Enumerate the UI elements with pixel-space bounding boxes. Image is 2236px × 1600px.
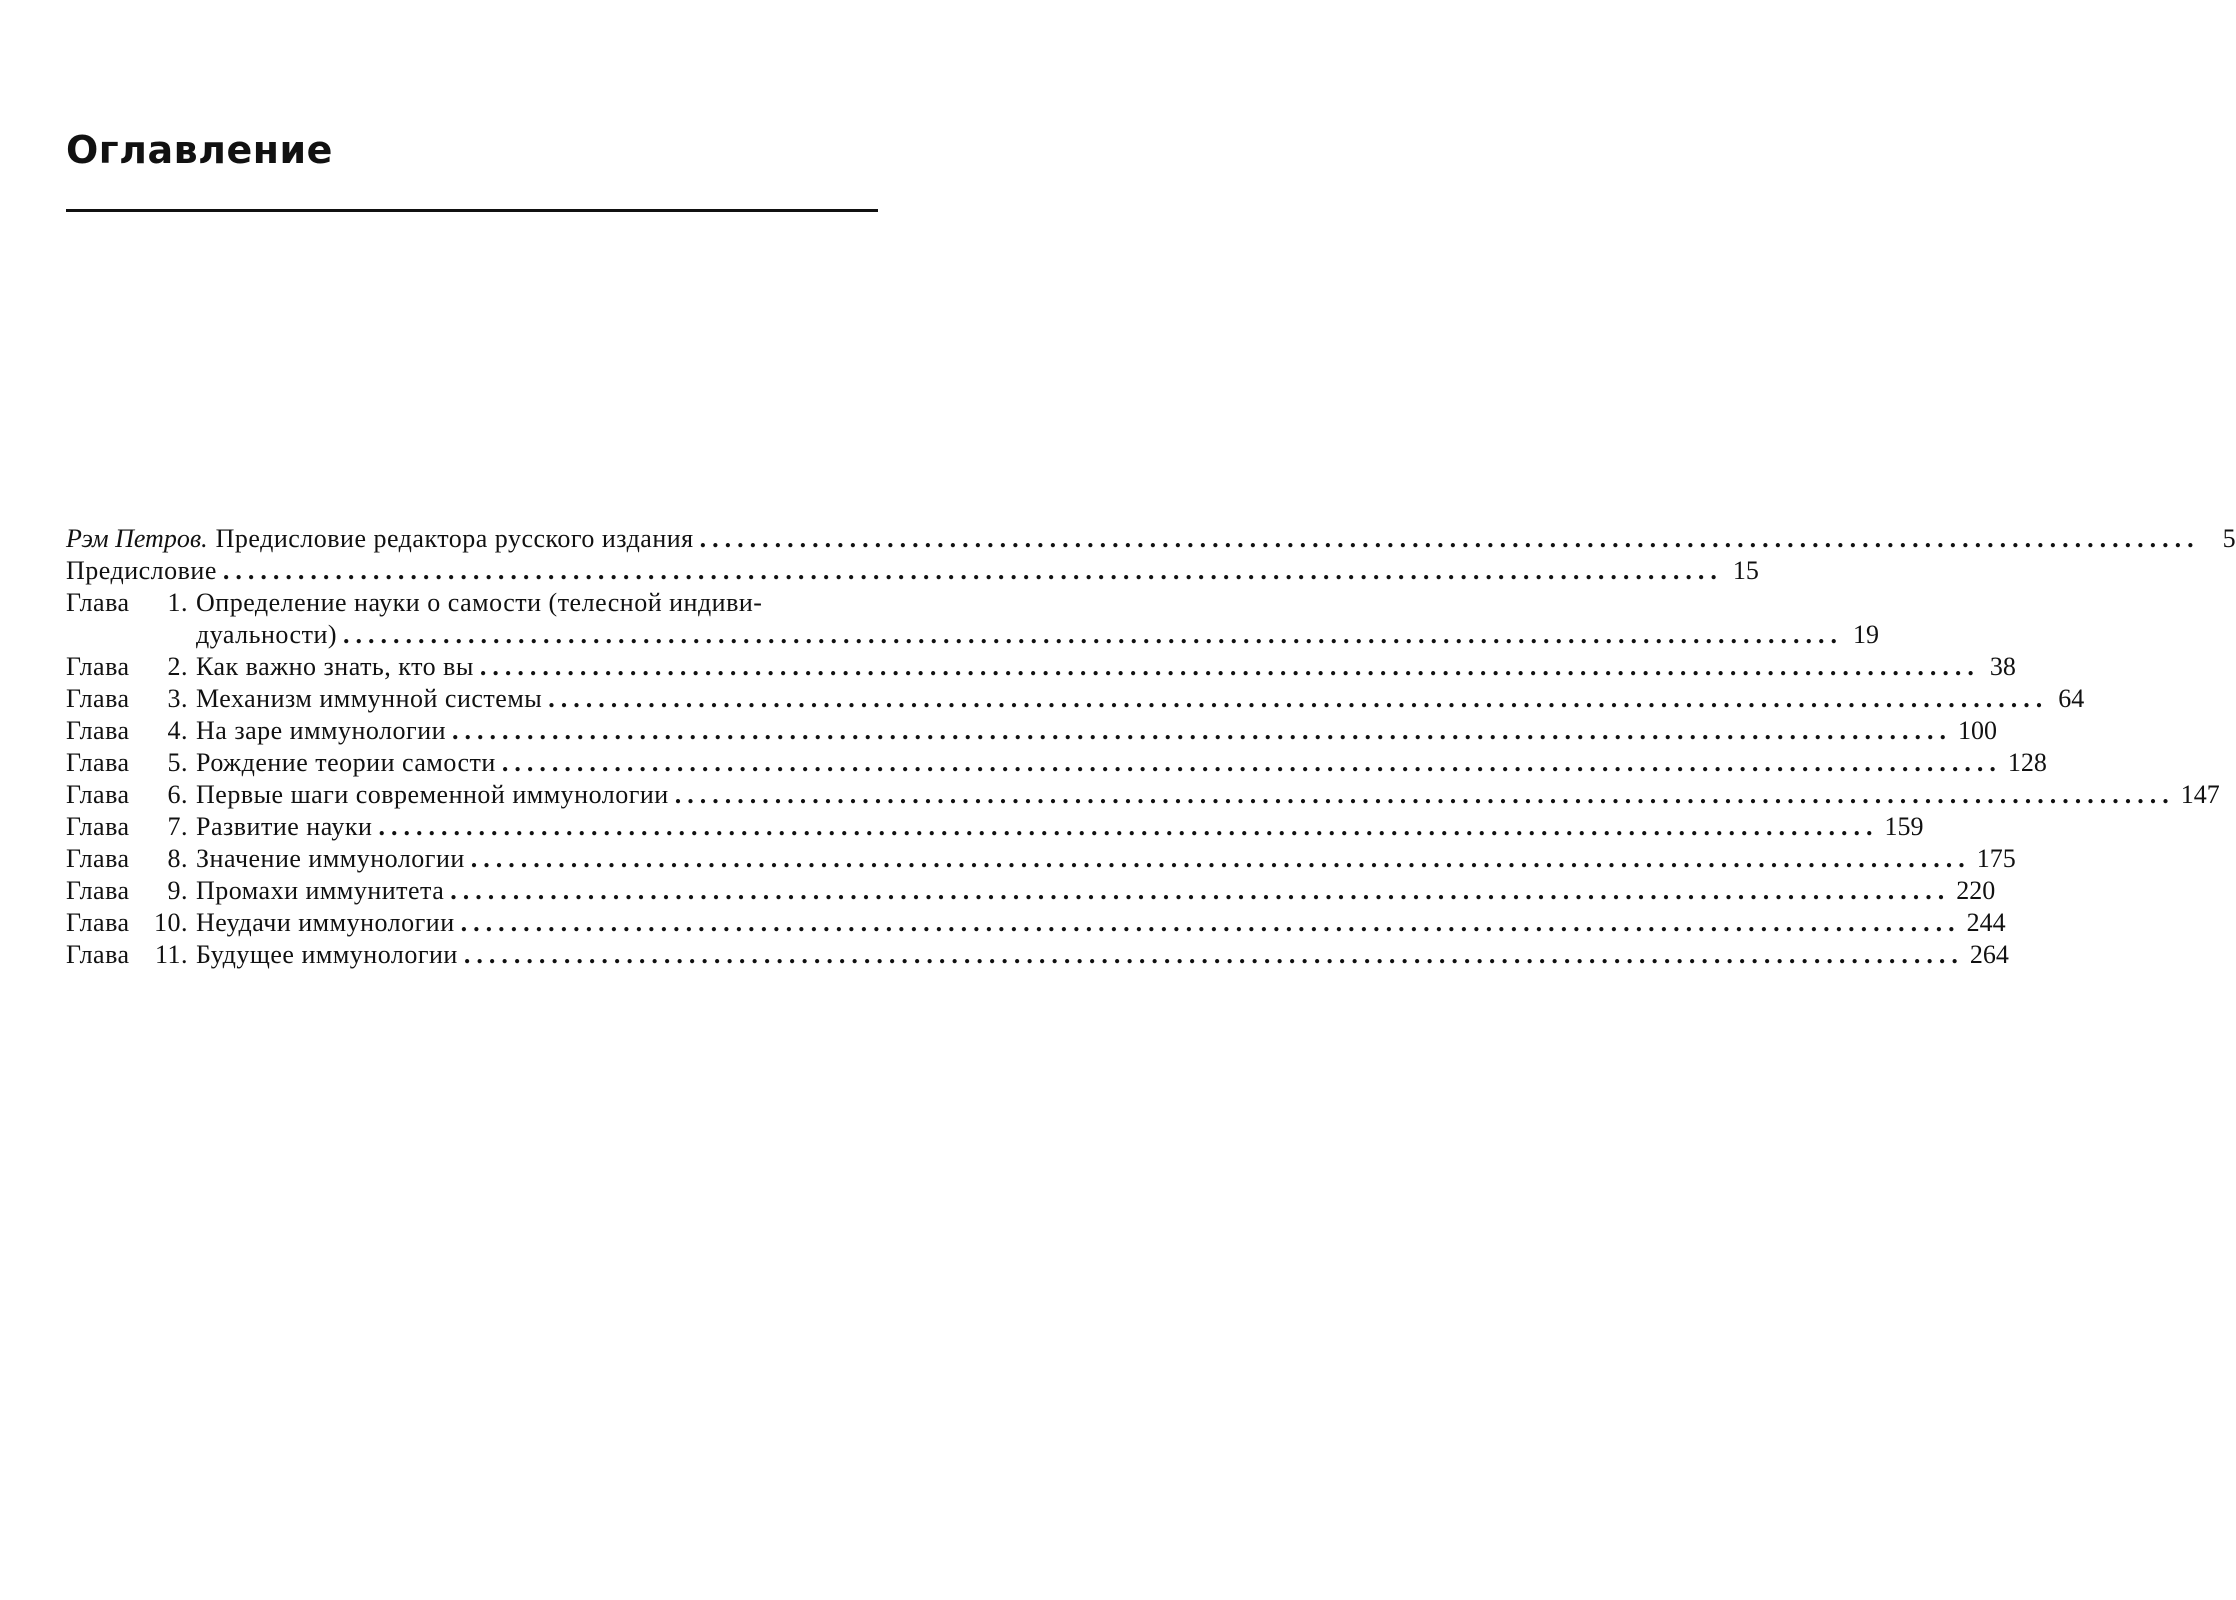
toc-entry-title: Первые шаги современной иммунологии — [196, 780, 669, 809]
chapter-number: 1. — [167, 588, 188, 617]
chapter-number: 8. — [167, 844, 188, 873]
chapter-prefix — [66, 651, 196, 683]
chapter-number: 9. — [167, 876, 188, 905]
chapter-prefix — [66, 587, 196, 619]
dot-leader: ........................................................................................................................ — [470, 844, 1971, 873]
chapter-number: 3. — [167, 684, 188, 713]
chapter-word: Глава — [66, 812, 130, 841]
toc-entry-page: 64 — [2058, 684, 2085, 713]
toc-entry-title: Неудачи иммунологии — [196, 908, 455, 937]
toc-entry-page: 159 — [1884, 812, 1924, 841]
toc-entry-page: 220 — [1956, 876, 1996, 905]
toc-entry-title: Значение иммунологии — [196, 844, 465, 873]
toc-entry-chapter-4 — [66, 715, 1998, 747]
chapter-prefix — [66, 683, 196, 715]
chapter-word: Глава — [66, 844, 130, 873]
chapter-word: Глава — [66, 716, 130, 745]
chapter-prefix — [66, 747, 196, 779]
toc-entry-preface — [66, 555, 1759, 587]
toc-entry-title: Предисловие — [66, 556, 217, 585]
chapter-number: 5. — [167, 748, 188, 777]
toc-entry-title: Определение науки о самости (телесной индиви- — [196, 588, 763, 617]
chapter-prefix — [66, 939, 196, 971]
chapter-word: Глава — [66, 588, 130, 617]
chapter-word: Глава — [66, 684, 130, 713]
dot-leader: ........................................................................................................................ — [501, 748, 2002, 777]
chapter-number: 10. — [154, 908, 188, 937]
chapter-word: Глава — [66, 908, 130, 937]
chapter-prefix — [66, 843, 196, 875]
toc-entry-page: 38 — [1989, 652, 2016, 681]
dot-leader: ........................................................................................................................ — [674, 780, 2175, 809]
toc-entry-chapter-8 — [66, 843, 2016, 875]
toc-entry-page: 19 — [1853, 620, 1880, 649]
chapter-number: 11. — [154, 940, 188, 969]
chapter-number: 2. — [167, 652, 188, 681]
table-of-contents — [66, 523, 2236, 971]
toc-entry-chapter-9 — [66, 875, 1996, 907]
toc-entry-chapter-2 — [66, 651, 2016, 683]
dot-leader: ........................................................................................................................ — [452, 716, 1953, 745]
toc-entry-title: Промахи иммунитета — [196, 876, 445, 905]
chapter-prefix — [66, 875, 196, 907]
chapter-number: 7. — [167, 812, 188, 841]
toc-entry-title: Предисловие редактора русского издания — [215, 524, 694, 553]
toc-entry-editor-foreword — [66, 523, 2236, 555]
toc-entry-chapter-1-continued — [66, 619, 1880, 651]
dot-leader: ........................................................................................................................ — [460, 908, 1961, 937]
chapter-word: Глава — [66, 876, 130, 905]
dot-leader: ........................................................................................................................ — [699, 524, 2200, 553]
toc-entry-page: 5 — [2222, 524, 2236, 553]
toc-entry-title: Как важно знать, кто вы — [196, 652, 474, 681]
toc-entry-page: 15 — [1732, 556, 1759, 585]
dot-leader: ........................................................................................................................ — [479, 652, 1980, 681]
chapter-prefix — [66, 715, 196, 747]
toc-entry-chapter-10 — [66, 907, 2006, 939]
chapter-number: 6. — [167, 780, 188, 809]
toc-entry-chapter-3 — [66, 683, 2085, 715]
toc-entry-author: Рэм Петров. — [66, 524, 208, 553]
toc-entry-page: 175 — [1976, 844, 2016, 873]
chapter-word: Глава — [66, 652, 130, 681]
toc-entry-title: Будущее иммунологии — [196, 940, 458, 969]
toc-entry-title-continuation: дуальности) — [196, 620, 338, 649]
chapter-prefix — [66, 907, 196, 939]
dot-leader: ........................................................................................................................ — [343, 620, 1844, 649]
chapter-number: 4. — [167, 716, 188, 745]
toc-entry-page: 147 — [2180, 780, 2220, 809]
toc-entry-page: 128 — [2007, 748, 2047, 777]
chapter-word: Глава — [66, 748, 130, 777]
toc-entry-chapter-11 — [66, 939, 2009, 971]
toc-entry-page: 244 — [1966, 908, 2006, 937]
dot-leader: ........................................................................................................................ — [548, 684, 2049, 713]
toc-entry-chapter-6 — [66, 779, 2220, 811]
chapter-prefix — [66, 811, 196, 843]
chapter-word: Глава — [66, 940, 130, 969]
toc-entry-page: 100 — [1958, 716, 1998, 745]
toc-entry-page: 264 — [1969, 940, 2009, 969]
toc-entry-chapter-1 — [66, 587, 879, 619]
toc-entry-title: Развитие науки — [196, 812, 373, 841]
toc-entry-chapter-5 — [66, 747, 2047, 779]
title-rule — [66, 209, 878, 212]
toc-entry-chapter-7 — [66, 811, 1924, 843]
dot-leader: ........................................................................................................................ — [450, 876, 1951, 905]
page-title: Оглавление — [66, 128, 333, 172]
toc-entry-title: Рождение теории самости — [196, 748, 496, 777]
chapter-word: Глава — [66, 780, 130, 809]
dot-leader: ........................................................................................................................ — [463, 940, 1964, 969]
chapter-prefix — [66, 779, 196, 811]
toc-entry-title: Механизм иммунной системы — [196, 684, 543, 713]
toc-entry-title: На заре иммунологии — [196, 716, 447, 745]
dot-leader: ........................................................................................................................ — [222, 556, 1723, 585]
dot-leader: ........................................................................................................................ — [378, 812, 1879, 841]
